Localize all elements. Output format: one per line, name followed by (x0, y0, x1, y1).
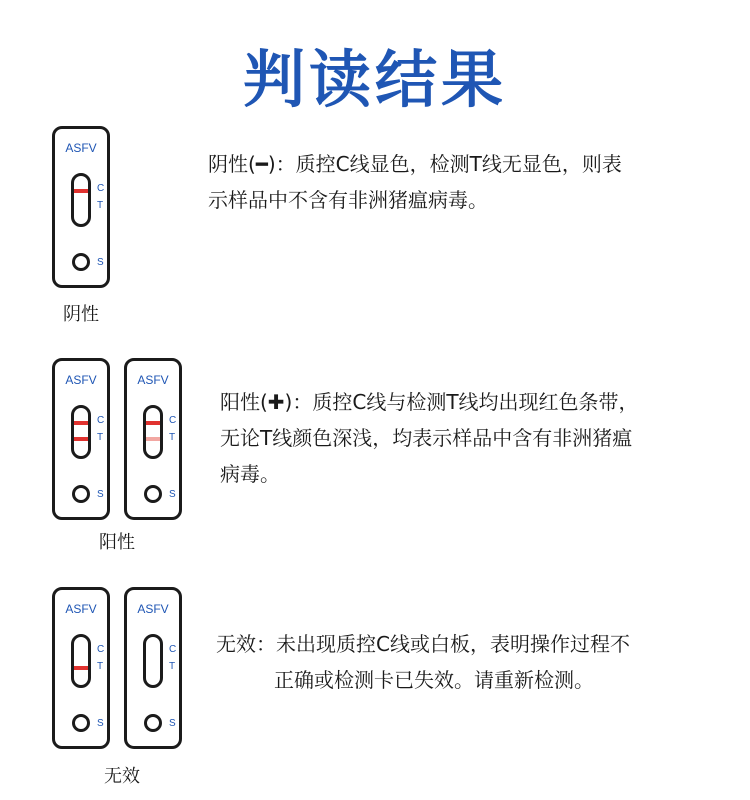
strip-brand-label: ASFV (65, 602, 97, 616)
strip-brand-label: ASFV (137, 602, 169, 616)
page-title: 判读结果 (242, 43, 507, 116)
result-window (143, 634, 163, 688)
test-strip-negative (52, 126, 110, 288)
positive-description-line: 病毒。 (220, 462, 280, 486)
c-line (74, 189, 88, 193)
s-mark: S (169, 489, 176, 500)
sample-well (144, 714, 162, 732)
c-line (74, 421, 88, 425)
invalid-description (216, 626, 726, 698)
test-strip-invalid-blank (124, 587, 182, 749)
strip-brand-label: ASFV (65, 373, 97, 387)
positive-description-line: 无论T线颜色深浅，均表示样品中含有非洲猪瘟 (220, 426, 633, 450)
positive-description-line: 阳性(✚)：质控C线与检测T线均出现红色条带， (220, 390, 639, 414)
c-mark: C (97, 644, 105, 655)
positive-description (220, 384, 639, 492)
t-mark: T (169, 432, 176, 443)
t-line (74, 666, 88, 670)
t-line (74, 437, 88, 441)
negative-description-line: 示样品中不含有非洲猪瘟病毒。 (208, 188, 488, 212)
sample-well (72, 714, 90, 732)
c-mark: C (169, 415, 177, 426)
t-mark: T (97, 200, 104, 211)
s-mark: S (97, 718, 104, 729)
c-mark: C (97, 415, 105, 426)
sample-well (144, 485, 162, 503)
result-window (143, 405, 163, 459)
sample-well (72, 253, 90, 271)
t-mark: T (169, 661, 176, 672)
c-mark: C (169, 644, 177, 655)
t-mark: T (97, 432, 104, 443)
s-mark: S (97, 257, 104, 268)
result-window (71, 173, 91, 227)
test-strip-positive-strong (52, 358, 110, 520)
test-strip-positive-faint (124, 358, 182, 520)
invalid-caption: 无效 (104, 766, 140, 787)
result-window (71, 634, 91, 688)
strip-brand-label: ASFV (137, 373, 169, 387)
invalid-description-line: 无效：未出现质控C线或白板，表明操作过程不 (216, 632, 630, 656)
c-line (146, 421, 160, 425)
negative-caption: 阴性 (63, 304, 99, 325)
invalid-description-line: 正确或检测卡已失效。请重新检测。 (274, 668, 594, 692)
result-window (71, 405, 91, 459)
test-strip-invalid-no-c (52, 587, 110, 749)
positive-caption: 阳性 (99, 532, 135, 553)
s-mark: S (97, 489, 104, 500)
strip-brand-label: ASFV (65, 141, 97, 155)
t-mark: T (97, 661, 104, 672)
sample-well (72, 485, 90, 503)
negative-description (208, 146, 622, 218)
negative-description-line: 阴性(━)：质控C线显色，检测T线无显色，则表 (208, 152, 622, 176)
t-line (146, 437, 160, 441)
s-mark: S (169, 718, 176, 729)
c-mark: C (97, 183, 105, 194)
